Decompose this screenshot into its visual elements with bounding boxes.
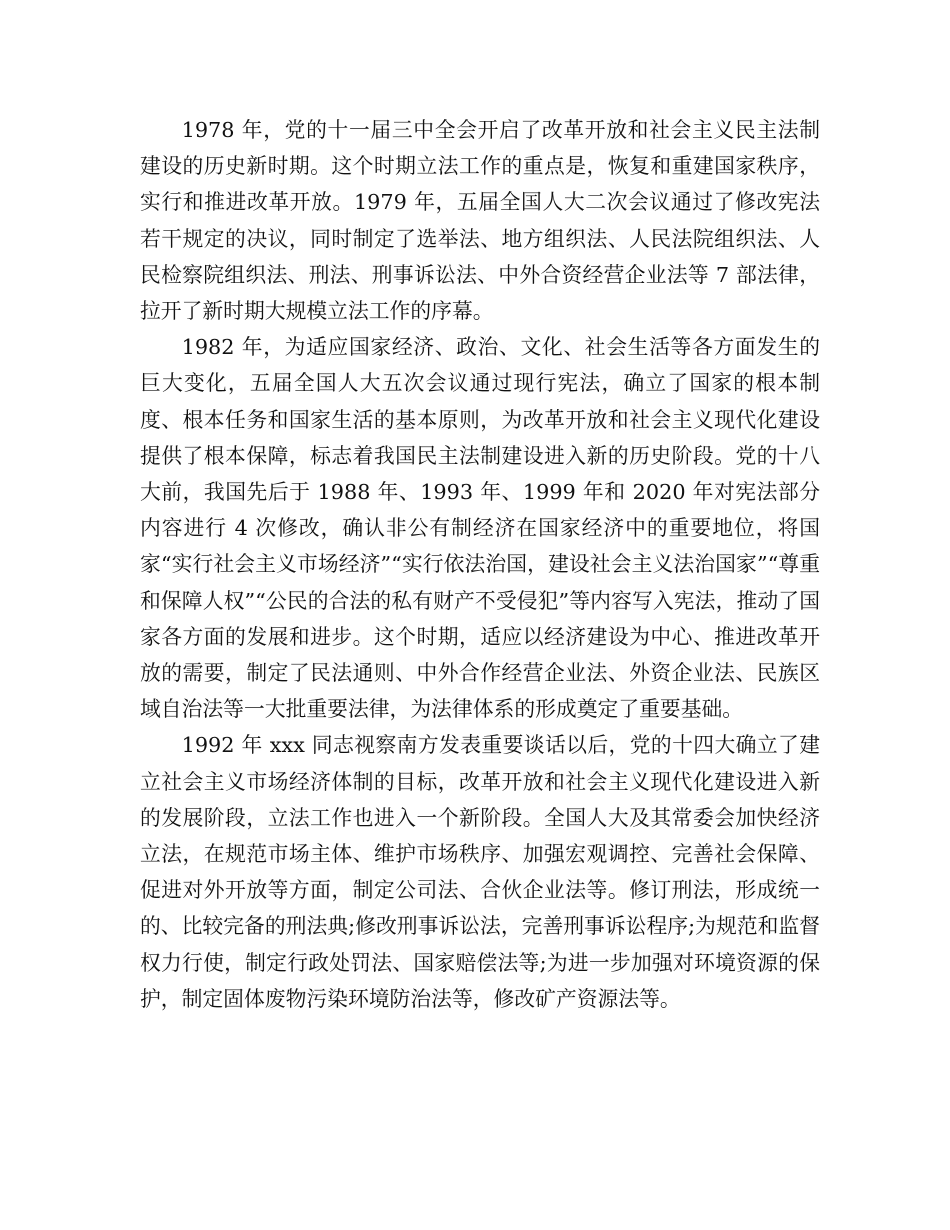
paragraph-1992: 1992 年 xxx 同志视察南方发表重要谈话以后，党的十四大确立了建立社会主义市场经济体制的目标，改革开放和社会主义现代化建设进入新的发展阶段，立法工作也进入一个新阶段。全国人大及其常委会加快经济立法，在规范市场主体、维护市场秩序、加强宏观调控、完善社会保障、促进对外开放等方面，制定公司法、合伙企业法等。修订刑法，形成统一的、比较完备的刑法典;修改刑事诉讼法，完善刑事诉讼程序;为规范和监督权力行使，制定行政处罚法、国家赔偿法等;为进一步加强对环境资源的保护，制定固体废物污染环境防治法等，修改矿产资源法等。 (140, 733, 820, 1011)
paragraph-1982: 1982 年，为适应国家经济、政治、文化、社会生活等各方面发生的巨大变化，五届全国人大五次会议通过现行宪法，确立了国家的根本制度、根本任务和国家生活的基本原则，为改革开放和社会主义现代化建设提供了根本保障，标志着我国民主法制建设进入新的历史阶段。党的十八大前，我国先后于 1988 年、1993 年、1999 年和 2020 年对宪法部分内容进行 4 次修改，确认非公有制经济在国家经济中的重要地位，将国家“实行社会主义市场经济”“实行依法治国，建设社会主义法治国家”“尊重和保障人权”“公民的合法的私有财产不受侵犯”等内容写入宪法，推动了国家各方面的发展和进步。这个时期，适应以经济建设为中心、推进改革开放的需要，制定了民法通则、中外合作经营企业法、外资企业法、民族区域自治法等一大批重要法律，为法律体系的形成奠定了重要基础。 (140, 335, 820, 722)
document-body (140, 112, 820, 1017)
paragraph-1978: 1978 年，党的十一届三中全会开启了改革开放和社会主义民主法制建设的历史新时期。这个时期立法工作的重点是，恢复和重建国家秩序，实行和推进改革开放。1979 年，五届全国人大二次会议通过了修改宪法若干规定的决议，同时制定了选举法、地方组织法、人民法院组织法、人民检察院组织法、刑法、刑事诉讼法、中外合资经营企业法等 7 部法律，拉开了新时期大规模立法工作的序幕。 (140, 118, 820, 324)
